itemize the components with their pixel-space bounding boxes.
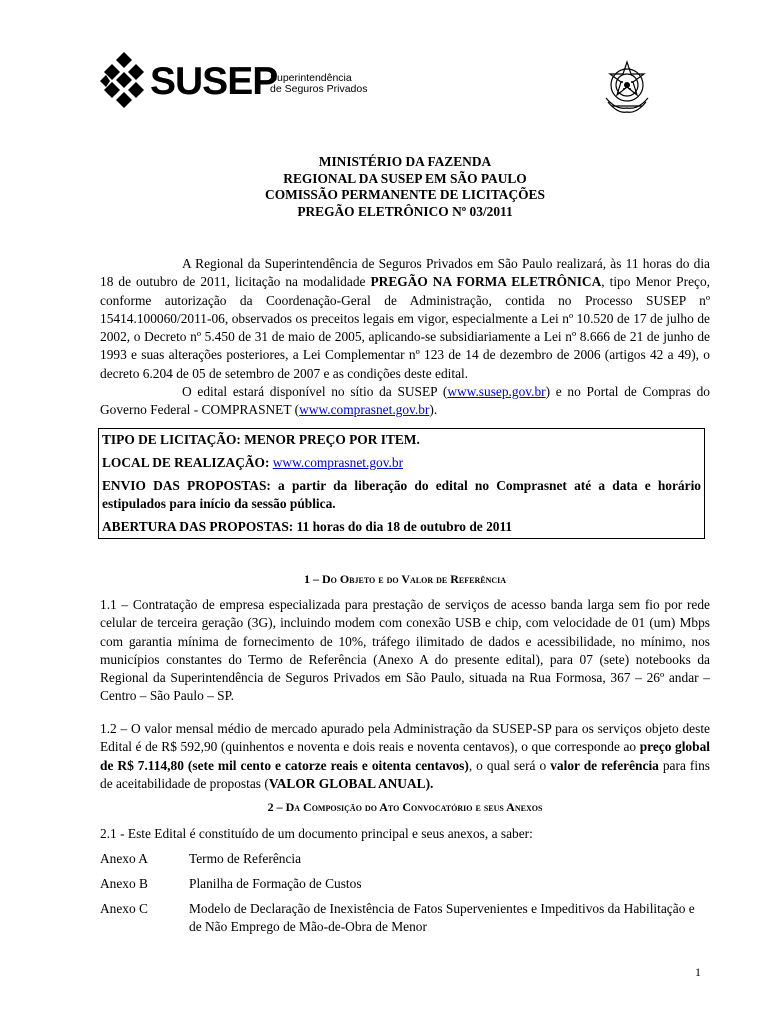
page-number: 1: [695, 965, 701, 979]
title-line-4: PREGÃO ELETRÔNICO Nº 03/2011: [297, 203, 513, 219]
section-1-heading: 1 – Do Objeto e do Valor de Referência: [303, 572, 507, 586]
title-line-2: REGIONAL DA SUSEP EM SÃO PAULO: [283, 170, 527, 186]
local-realizacao: [102, 454, 701, 472]
annex-label: Anexo C: [100, 901, 148, 916]
local-link[interactable]: www.comprasnet.gov.br: [272, 455, 404, 470]
p12-f: VALOR GLOBAL ANUAL).: [268, 775, 434, 791]
document-title: [100, 154, 710, 220]
abertura-propostas: ABERTURA DAS PROPOSTAS: 11 horas do dia 18 de outubro de 2011: [102, 519, 513, 534]
brazil-coat-of-arms-icon: [598, 58, 656, 116]
logo-wordmark: SUSEP: [150, 60, 278, 103]
edital-part1: O edital estará disponível no sítio da SUSEP (: [182, 384, 448, 400]
p12-b: preço global de R$ 7.114,80 (sete mil cento e catorze reais e oitenta centavos): [100, 739, 710, 773]
annex-description: Termo de Referência: [189, 851, 302, 866]
title-line-1: MINISTÉRIO DA FAZENDA: [318, 154, 492, 169]
logo-subtitle-line1: Superintendência: [270, 72, 352, 84]
title-line-3: COMISSÃO PERMANENTE DE LICITAÇÕES: [265, 187, 545, 203]
p12-d: valor de referência: [550, 757, 659, 773]
p12-a: 1.2 – O valor mensal médio de mercado apurado pela Administração da SUSEP-SP para os serviços objeto deste Edital é de R$ 592,90 (quinhentos e noventa e dois reais e noventa centavos), o que corresponde ao: [100, 721, 710, 755]
section-2-1-paragraph: 2.1 - Este Edital é constituído de um documento principal e seus anexos, a saber:: [100, 826, 533, 841]
edital-part3: ).: [429, 402, 438, 418]
intro-bold: PREGÃO NA FORMA ELETRÔNICA: [370, 274, 602, 290]
logo-subtitle-line2: de Seguros Privados: [270, 83, 368, 95]
intro-part2: , tipo Menor Preço, conforme autorização da Coordenação-Geral de Administração, contida no Processo SUSEP nº 15414.100060/2011-06, observados os preceitos legais em vigor, especialmente a Lei nº 10.520 de 17 de julho de 2002, o Decreto nº 5.450 de 31 de maio de 2005, aplicando-se subsidiariamente a Lei nº 8.666 de 21 de junho de 1993 e suas alterações posteriores, a Lei Complementar nº 123 de 14 de dezembro de 2006 (artigos 42 a 49), o decreto 6.204 de 05 de setembro de 2007 e as condições deste edital.: [100, 274, 711, 381]
envio-propostas: ENVIO DAS PROPOSTAS: a partir da liberação do edital no Comprasnet até a data e horário estipulados para início da sessão pública.: [102, 478, 701, 511]
section-2-heading: 2 – Da Composição do Ato Convocatório e seus Anexos: [267, 800, 543, 814]
comprasnet-link[interactable]: www.comprasnet.gov.br: [299, 402, 430, 418]
logo-subtitle: [270, 73, 367, 95]
licitacao-summary-box: [98, 428, 705, 539]
annex-description: Planilha de Formação de Custos: [189, 876, 362, 891]
p12-c: , o qual será o: [468, 757, 551, 773]
intro-paragraph: [100, 255, 710, 420]
susep-logo: [100, 52, 277, 110]
susep-diamond-logo-icon: [100, 52, 148, 110]
annex-label: Anexo A: [100, 851, 148, 866]
edital-part2: ) e no Portal de Compras do Governo Federal - COMPRASNET (: [100, 384, 711, 418]
tipo-licitacao: TIPO DE LICITAÇÃO: MENOR PREÇO POR ITEM.: [102, 432, 420, 447]
susep-link[interactable]: www.susep.gov.br: [447, 384, 546, 400]
p12-e: para fins de aceitabilidade de propostas (: [100, 757, 710, 791]
annex-description: Modelo de Declaração de Inexistência de Fatos Supervenientes e Impeditivos da Habilitação e de Não Emprego de Mão-de-Obra de Menor: [189, 901, 695, 934]
section-1-1-paragraph: 1.1 – Contratação de empresa especializada para prestação de serviços de acesso banda larga sem fio por rede celular de terceira geração (3G), incluindo modem com conexão USB e chip, com velocidade de 01 (um) Mbps com garantia mínima de fornecimento de 10%, tráfego ilimitado de dados e acessibilidade, no mínimo, nos municípios constantes do Termo de Referência (Anexo A do presente edital), para 07 (sete) notebooks da Regional da Superintendência de Seguros Privados em São Paulo, situada na Rua Formosa, 367 – 26º andar – Centro – São Paulo – SP.: [100, 597, 710, 704]
local-label: LOCAL DE REALIZAÇÃO:: [102, 455, 273, 470]
intro-part1: A Regional da Superintendência de Seguros Privados em São Paulo realizará, às 11 horas do dia 18 de outubro de 2011, licitação na modalidade: [100, 256, 710, 290]
section-1-2-paragraph: [100, 720, 710, 793]
annex-label: Anexo B: [100, 876, 148, 891]
